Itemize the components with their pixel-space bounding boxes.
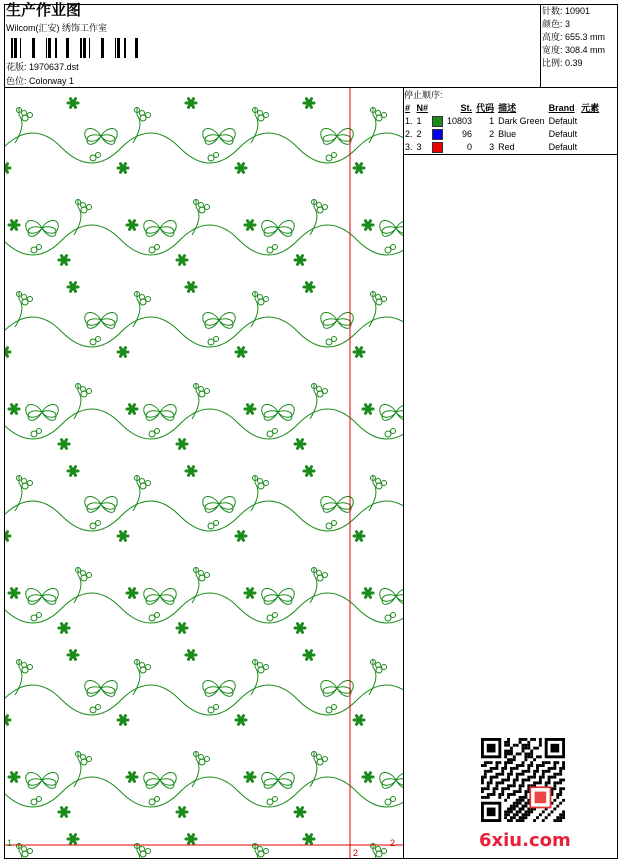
design-height: 高度: 655.3 mm — [542, 32, 606, 42]
flower-motif — [186, 99, 196, 108]
flower-motif — [304, 99, 314, 108]
vine — [5, 593, 403, 623]
butterfly-motif — [144, 221, 176, 237]
row-desc: Blue — [498, 128, 517, 139]
flower-motif — [245, 221, 255, 230]
butterfly-motif — [144, 405, 176, 421]
butterfly-motif — [26, 589, 58, 605]
butterfly-motif — [262, 589, 294, 605]
butterfly-motif — [262, 773, 294, 789]
flower-motif — [304, 651, 314, 660]
flower-motif — [236, 348, 246, 357]
flower-motif — [5, 716, 10, 725]
stop-sequence-title: 停止顺序: — [404, 90, 443, 100]
stop-divider — [403, 154, 618, 155]
flower-motif — [118, 532, 128, 541]
row-desc: Red — [498, 141, 515, 152]
butterfly-motif — [321, 497, 353, 513]
flower-motif — [118, 164, 128, 173]
butterfly-motif — [203, 497, 235, 513]
butterfly-motif — [26, 405, 58, 421]
butterfly-motif — [203, 129, 235, 145]
company-name: Wilcom(汇安) 绣饰工作室 — [6, 23, 107, 33]
row-swatch — [430, 114, 445, 127]
design-scale: 比例: 0.39 — [542, 58, 583, 68]
row-code: 3 — [489, 141, 495, 152]
color-swatch — [432, 142, 443, 153]
flower-motif — [245, 589, 255, 598]
butterfly-motif — [262, 405, 294, 421]
stop-sequence-table — [403, 101, 601, 153]
embroidery-design — [5, 88, 403, 858]
row-brand: Default — [548, 128, 578, 139]
row-index: 2. — [405, 128, 413, 139]
stop-row — [403, 127, 601, 140]
site-logo: 6xiu.com — [479, 830, 571, 851]
row-needle: 2 — [416, 128, 422, 139]
flower-motif — [127, 221, 137, 230]
row-code: 2 — [489, 128, 495, 139]
butterfly-motif — [26, 773, 58, 789]
flower-motif — [363, 773, 373, 782]
col-code: 代码 — [476, 102, 495, 113]
butterfly-motif — [321, 129, 353, 145]
butterfly-motif — [380, 773, 403, 789]
butterfly-motif — [85, 313, 117, 329]
flower-motif — [68, 651, 78, 660]
color-swatch — [432, 116, 443, 127]
vine — [5, 777, 403, 807]
flower-motif — [9, 405, 19, 414]
colorway-row — [6, 76, 74, 87]
flower-motif — [186, 651, 196, 660]
colorway-label: 色位: — [6, 76, 27, 86]
design-divider — [403, 88, 404, 859]
color-swatch — [432, 129, 443, 140]
flower-motif — [5, 532, 10, 541]
flower-motif — [59, 808, 69, 817]
flower-motif — [354, 348, 364, 357]
flower-motif — [177, 624, 187, 633]
stitch-count: 针数: 10901 — [542, 6, 591, 16]
flower-motif — [5, 348, 10, 357]
flower-motif — [127, 405, 137, 414]
butterfly-motif — [380, 589, 403, 605]
vine — [5, 225, 403, 255]
flower-motif — [236, 532, 246, 541]
butterfly-motif — [203, 681, 235, 697]
row-brand: Default — [548, 115, 578, 126]
flower-motif — [59, 440, 69, 449]
flower-motif — [68, 467, 78, 476]
col-brand: Brand — [548, 102, 575, 113]
butterfly-motif — [85, 497, 117, 513]
flower-motif — [295, 256, 305, 265]
flower-motif — [245, 405, 255, 414]
row-stitches: 10803 — [447, 115, 473, 126]
flower-motif — [354, 532, 364, 541]
file-label: 花版: — [6, 62, 27, 72]
butterfly-motif — [321, 681, 353, 697]
col-needle: N# — [416, 102, 429, 113]
barcode — [6, 38, 140, 58]
row-needle: 3 — [416, 141, 422, 152]
info-divider — [540, 4, 541, 88]
flower-motif — [295, 440, 305, 449]
flower-motif — [245, 773, 255, 782]
flower-motif — [236, 716, 246, 725]
row-index: 3. — [405, 141, 413, 152]
flower-motif — [59, 256, 69, 265]
flower-motif — [9, 589, 19, 598]
flower-motif — [363, 589, 373, 598]
row-index: 1. — [405, 115, 413, 126]
butterfly-motif — [380, 405, 403, 421]
col-index: # — [405, 102, 411, 113]
row-brand: Default — [548, 141, 578, 152]
flower-motif — [9, 221, 19, 230]
stop-row — [403, 114, 601, 127]
butterfly-motif — [380, 221, 403, 237]
file-value: 1970637.dst — [29, 62, 79, 72]
butterfly-motif — [85, 129, 117, 145]
flower-motif — [118, 348, 128, 357]
flower-motif — [177, 256, 187, 265]
flower-motif — [127, 773, 137, 782]
flower-motif — [295, 808, 305, 817]
flower-motif — [68, 835, 78, 844]
row-desc: Dark Green — [498, 115, 545, 126]
flower-motif — [68, 283, 78, 292]
colorway-value: Colorway 1 — [29, 76, 75, 86]
flower-motif — [9, 773, 19, 782]
row-stitches: 0 — [467, 141, 473, 152]
flower-motif — [186, 467, 196, 476]
stop-row — [403, 140, 601, 153]
row-swatch — [430, 140, 445, 153]
butterfly-motif — [144, 589, 176, 605]
flower-motif — [68, 99, 78, 108]
flower-motif — [186, 835, 196, 844]
row-stitches: 96 — [462, 128, 473, 139]
col-color — [430, 101, 445, 114]
flower-motif — [236, 164, 246, 173]
col-element: 元素 — [581, 102, 600, 113]
end-marker-right: 2 — [390, 838, 396, 848]
butterfly-motif — [144, 773, 176, 789]
page-title: 生产作业图 — [6, 2, 82, 19]
flower-motif — [304, 283, 314, 292]
flower-motif — [127, 589, 137, 598]
flower-motif — [177, 440, 187, 449]
color-count: 颜色: 3 — [542, 19, 571, 29]
butterfly-motif — [85, 681, 117, 697]
flower-motif — [59, 624, 69, 633]
flower-motif — [304, 835, 314, 844]
flower-motif — [177, 808, 187, 817]
flower-motif — [363, 405, 373, 414]
flower-motif — [354, 716, 364, 725]
end-marker-bottom: 2 — [353, 848, 359, 858]
flower-motif — [363, 221, 373, 230]
butterfly-motif — [321, 313, 353, 329]
flower-motif — [5, 164, 10, 173]
start-marker: 1 — [7, 838, 13, 848]
col-stitches: St. — [460, 102, 473, 113]
butterfly-motif — [203, 313, 235, 329]
flower-motif — [304, 467, 314, 476]
row-needle: 1 — [416, 115, 422, 126]
flower-motif — [118, 716, 128, 725]
row-swatch — [430, 127, 445, 140]
file-row — [6, 62, 79, 73]
flower-motif — [295, 624, 305, 633]
flower-motif — [186, 283, 196, 292]
vine — [5, 409, 403, 439]
row-code: 1 — [489, 115, 495, 126]
butterfly-motif — [26, 221, 58, 237]
col-desc: 描述 — [498, 102, 517, 113]
flower-motif — [354, 164, 364, 173]
butterfly-motif — [262, 221, 294, 237]
qr-code — [481, 738, 565, 822]
design-width: 宽度: 308.4 mm — [542, 45, 606, 55]
